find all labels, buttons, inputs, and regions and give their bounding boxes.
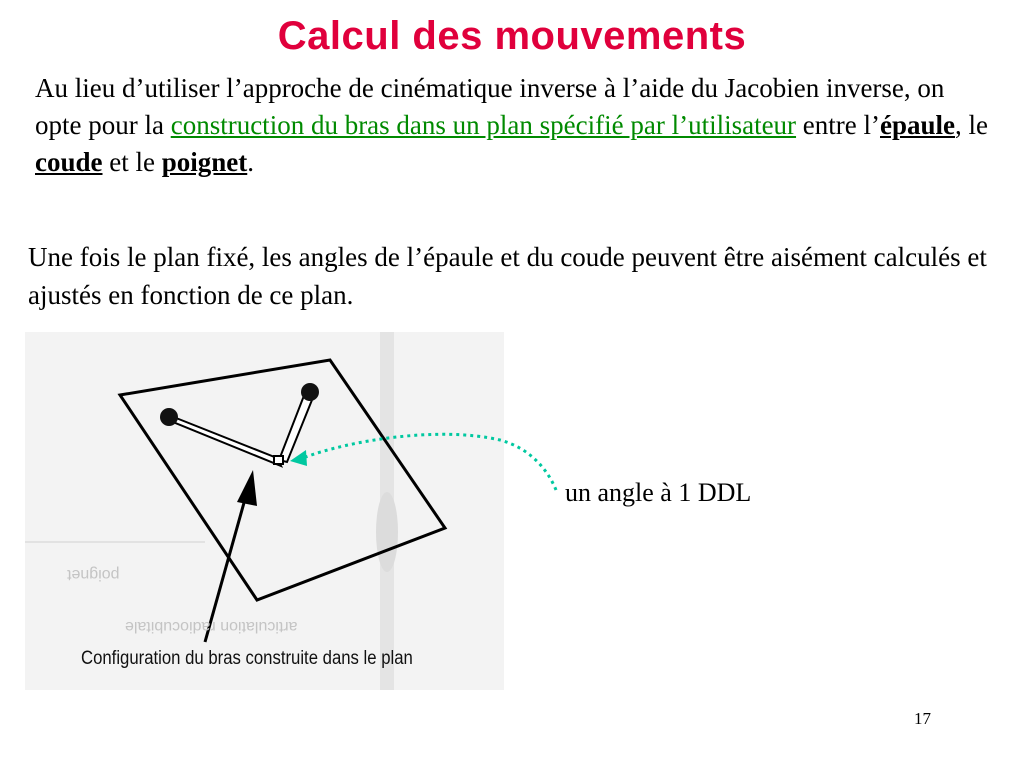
intro-text-5: . <box>247 147 254 177</box>
second-paragraph: Une fois le plan fixé, les angles de l’épaule et du coude peuvent être aisément calculés et ajustés en fonction de ce plan. <box>28 242 987 310</box>
intro-text-2: entre l’ <box>796 110 880 140</box>
term-wrist: poignet <box>161 147 248 177</box>
ghost-label-joint: articulation radiocubitale <box>125 618 298 635</box>
ghost-label-wrist: poignet <box>67 566 120 583</box>
dotted-arrow-path <box>303 434 556 490</box>
dotted-arrow-head <box>290 450 307 466</box>
slide-title: Calcul des mouvements <box>277 14 747 58</box>
figure-caption: Configuration du bras construite dans le plan <box>81 648 413 669</box>
angle-annotation: un angle à 1 DDL <box>565 478 752 507</box>
term-elbow: coude <box>35 147 103 177</box>
intro-text-3: , le <box>955 110 989 140</box>
plan-construction-link[interactable]: construction du bras dans un plan spécifié par l’utilisateur <box>170 110 797 140</box>
term-shoulder: épaule <box>880 110 956 140</box>
page-number: 17 <box>914 709 931 728</box>
intro-text-1: Au lieu d’utiliser l’approche de cinématique inverse à l’aide du Jacobien inverse, on opte pour la <box>35 73 945 140</box>
intro-text-4: et le <box>102 147 162 177</box>
